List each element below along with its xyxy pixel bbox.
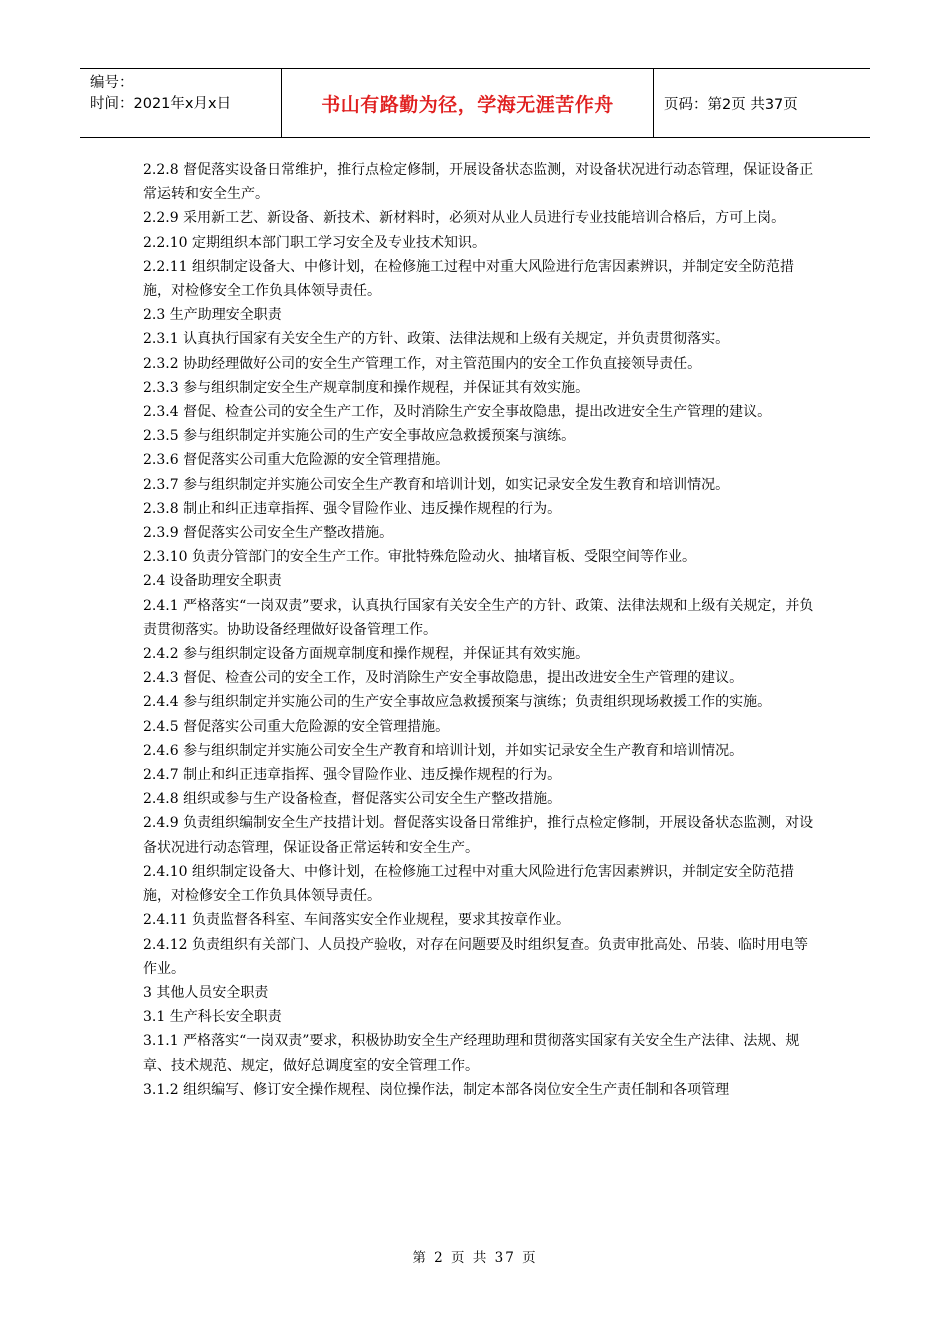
document-time-label: 时间：2021年x月x日 <box>90 96 232 112</box>
paragraph: 2.3.4 督促、检查公司的安全生产工作，及时消除生产安全事故隐患，提出改进安全生产管理的建议。 <box>143 404 772 421</box>
paragraph: 3 其他人员安全职责 <box>143 984 269 1001</box>
paragraph: 3.1.2 组织编写、修订安全操作规程、岗位操作法，制定本部各岗位安全生产责任制和各项管理 <box>143 1081 730 1098</box>
page-footer: 第 2 页 共 37 页 <box>412 1250 538 1266</box>
paragraph: 2.3.9 督促落实公司安全生产整改措施。 <box>143 525 394 542</box>
paragraph: 2.2.10 定期组织本部门职工学习安全及专业技术知识。 <box>143 234 486 251</box>
paragraph: 2.3.6 督促落实公司重大危险源的安全管理措施。 <box>143 452 450 469</box>
document-body <box>143 158 817 1102</box>
paragraph: 2.2.9 采用新工艺、新设备、新技术、新材料时，必须对从业人员进行专业技能培训合格后，方可上岗。 <box>143 210 786 227</box>
paragraph: 2.3.10 负责分管部门的安全生产工作。审批特殊危险动火、抽堵盲板、受限空间等作业。 <box>143 549 696 566</box>
paragraph: 2.4.1 严格落实“一岗双责”要求，认真执行国家有关安全生产的方针、政策、法律法规和上级有关规定，并负责贯彻落实。协助设备经理做好设备管理工作。 <box>143 597 814 638</box>
paragraph: 2.3.5 参与组织制定并实施公司的生产安全事故应急救援预案与演练。 <box>143 428 576 445</box>
paragraph: 2.4.11 负责监督各科室、车间落实安全作业规程，要求其按章作业。 <box>143 912 570 929</box>
header-meta <box>80 69 282 137</box>
paragraph: 2.4.10 组织制定设备大、中修计划，在检修施工过程中对重大风险进行危害因素辨识，并制定安全防范措施，对检修安全工作负具体领导责任。 <box>143 863 794 905</box>
paragraph: 2.4.7 制止和纠正违章指挥、强令冒险作业、违反操作规程的行为。 <box>143 767 562 784</box>
header-page-info: 页码：第2页 共37页 <box>664 96 798 113</box>
paragraph: 2.4.4 参与组织制定并实施公司的生产安全事故应急救援预案与演练；负责组织现场救援工作的实施。 <box>143 694 772 711</box>
paragraph: 3.1 生产科长安全职责 <box>143 1009 282 1026</box>
paragraph: 2.4.2 参与组织制定设备方面规章制度和操作规程，并保证其有效实施。 <box>143 646 590 663</box>
paragraph: 2.4.12 负责组织有关部门、人员投产验收，对存在问题要及时组织复查。负责审批高处、吊装、临时用电等作业。 <box>143 936 808 977</box>
paragraph: 2.3.7 参与组织制定并实施公司安全生产教育和培训计划，如实记录安全发生教育和培训情况。 <box>143 476 730 493</box>
paragraph: 2.4.6 参与组织制定并实施公司安全生产教育和培训计划，并如实记录安全生产教育和培训情况。 <box>143 742 744 759</box>
paragraph: 3.1.1 严格落实“一岗双责”要求，积极协助安全生产经理助理和贯彻落实国家有关安全生产法律、法规、规章、技术规范、规定，做好总调度室的安全管理工作。 <box>143 1033 800 1074</box>
paragraph: 2.3.8 制止和纠正违章指挥、强令冒险作业、违反操作规程的行为。 <box>143 500 562 517</box>
paragraph: 2.3.3 参与组织制定安全生产规章制度和操作规程，并保证其有效实施。 <box>143 379 590 396</box>
header-motto: 书山有路勤为径，学海无涯苦作舟 <box>282 69 654 137</box>
paragraph: 2.3.2 协助经理做好公司的安全生产管理工作，对主管范围内的安全工作负直接领导责任。 <box>143 355 702 372</box>
paragraph: 2.2.11 组织制定设备大、中修计划，在检修施工过程中对重大风险进行危害因素辨识，并制定安全防范措施，对检修安全工作负具体领导责任。 <box>143 258 794 300</box>
paragraph: 2.4.8 组织或参与生产设备检查，督促落实公司安全生产整改措施。 <box>143 791 562 808</box>
paragraph: 2.4.9 负责组织编制安全生产技措计划。督促落实设备日常维护，推行点检定修制，开展设备状态监测，对设备状况进行动态管理，保证设备正常运转和安全生产。 <box>143 815 814 856</box>
paragraph: 2.4.5 督促落实公司重大危险源的安全管理措施。 <box>143 718 450 735</box>
paragraph: 2.3.1 认真执行国家有关安全生产的方针、政策、法律法规和上级有关规定，并负责贯彻落实。 <box>143 331 730 348</box>
page-header <box>80 68 870 138</box>
paragraph: 2.4 设备助理安全职责 <box>143 573 282 590</box>
paragraph: 2.2.8 督促落实设备日常维护，推行点检定修制，开展设备状态监测，对设备状况进行动态管理，保证设备正常运转和安全生产。 <box>143 162 814 203</box>
document-number-label: 编号： <box>90 75 134 91</box>
paragraph: 2.4.3 督促、检查公司的安全工作，及时消除生产安全事故隐患，提出改进安全生产管理的建议。 <box>143 670 744 687</box>
paragraph: 2.3 生产助理安全职责 <box>143 307 282 324</box>
